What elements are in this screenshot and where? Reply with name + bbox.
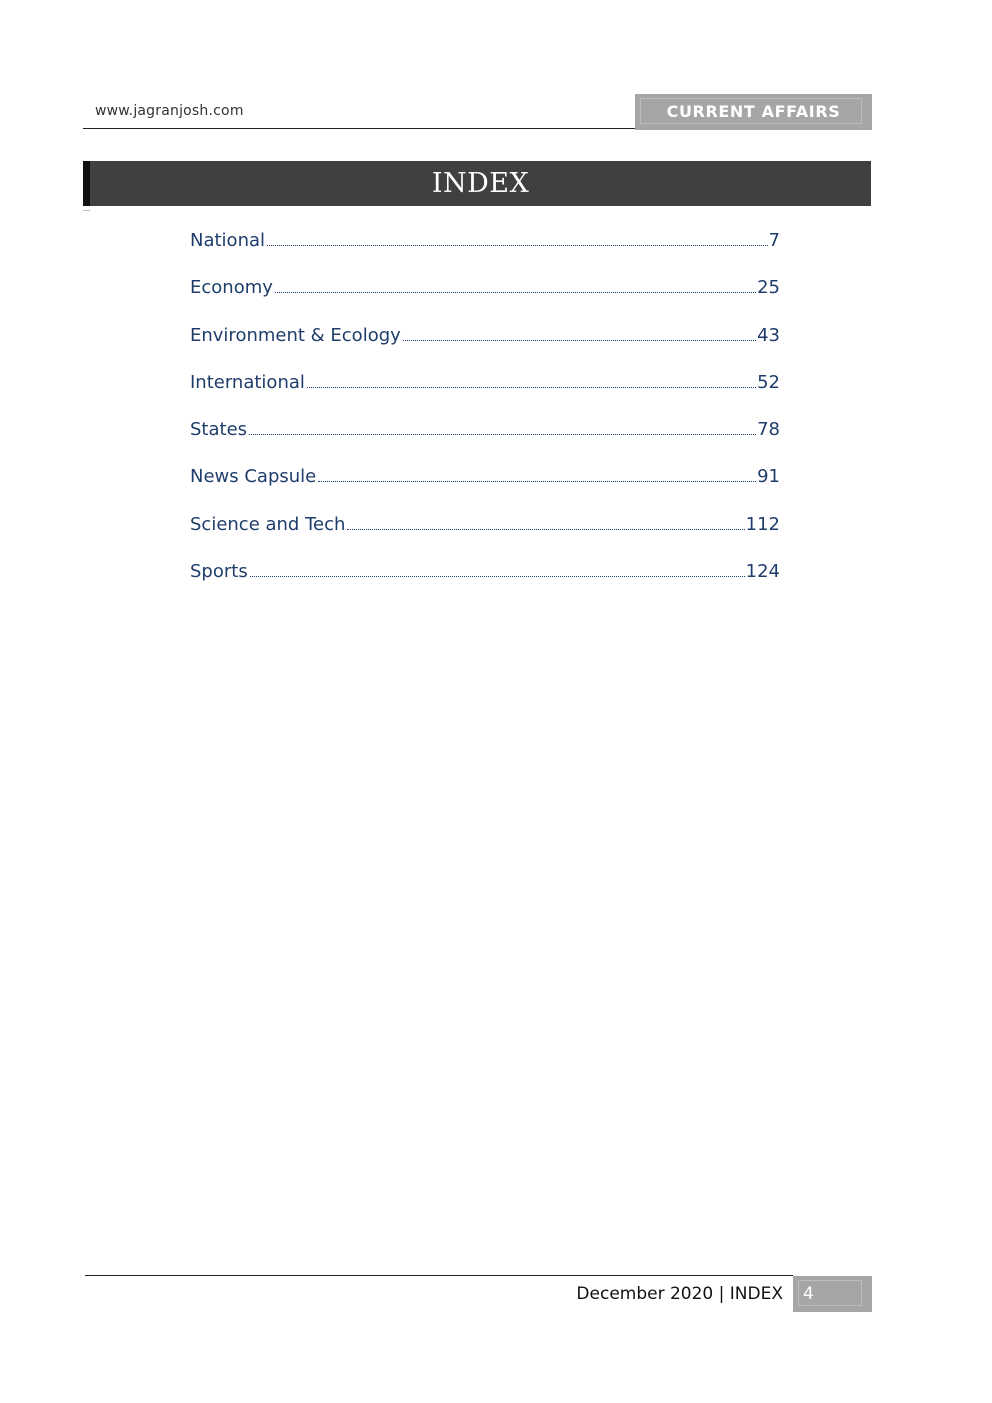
toc-entry-label: National <box>190 230 266 251</box>
toc-dot-leader <box>307 386 756 388</box>
toc-dot-leader <box>403 339 756 341</box>
toc-entry-national[interactable] <box>190 230 780 277</box>
title-accent-bar <box>83 161 90 206</box>
toc-entry-page: 112 <box>745 513 780 535</box>
toc-entry-page: 91 <box>757 466 780 488</box>
toc-entry-science-and-tech[interactable] <box>190 514 780 561</box>
toc-entry-page: 52 <box>757 371 780 393</box>
toc-entry-page: 25 <box>757 277 780 299</box>
toc-entry-label: Economy <box>190 277 273 299</box>
toc-entry-label: States <box>190 419 248 441</box>
toc-entry-states[interactable] <box>190 419 780 466</box>
toc-entry-sports[interactable] <box>190 561 780 608</box>
toc-entry-label: International <box>190 371 305 393</box>
toc-entry-label: Sports <box>190 561 248 583</box>
toc-entry-label: Science and Tech <box>190 513 346 535</box>
toc-entry-news-capsule[interactable] <box>190 466 780 513</box>
footer-page-number: 4 <box>803 1284 814 1304</box>
footer-text: December 2020 | INDEX <box>576 1284 783 1304</box>
toc-dot-leader <box>347 528 744 530</box>
toc-entry-environment-ecology[interactable] <box>190 325 780 372</box>
toc-entry-page: 124 <box>745 561 780 583</box>
page-title: INDEX <box>431 168 530 199</box>
toc-dot-leader <box>250 575 745 577</box>
footer-rule <box>85 1275 793 1276</box>
toc-entry-label: Environment & Ecology <box>190 324 401 346</box>
toc-entry-page: 7 <box>768 230 780 251</box>
toc-entry-label: News Capsule <box>190 466 317 488</box>
toc-entry-economy[interactable] <box>190 277 780 324</box>
toc-dot-leader <box>275 291 756 293</box>
toc-dot-leader <box>249 433 756 435</box>
toc-entry-international[interactable] <box>190 372 780 419</box>
header-section-label: CURRENT AFFAIRS <box>666 102 841 121</box>
header-site-url: www.jagranjosh.com <box>95 103 244 119</box>
title-accent-tick <box>83 210 90 214</box>
table-of-contents <box>190 230 780 608</box>
toc-entry-page: 78 <box>757 419 780 441</box>
toc-dot-leader <box>318 480 756 482</box>
toc-dot-leader <box>267 244 768 246</box>
header-rule <box>83 128 636 129</box>
toc-entry-page: 43 <box>757 324 780 346</box>
